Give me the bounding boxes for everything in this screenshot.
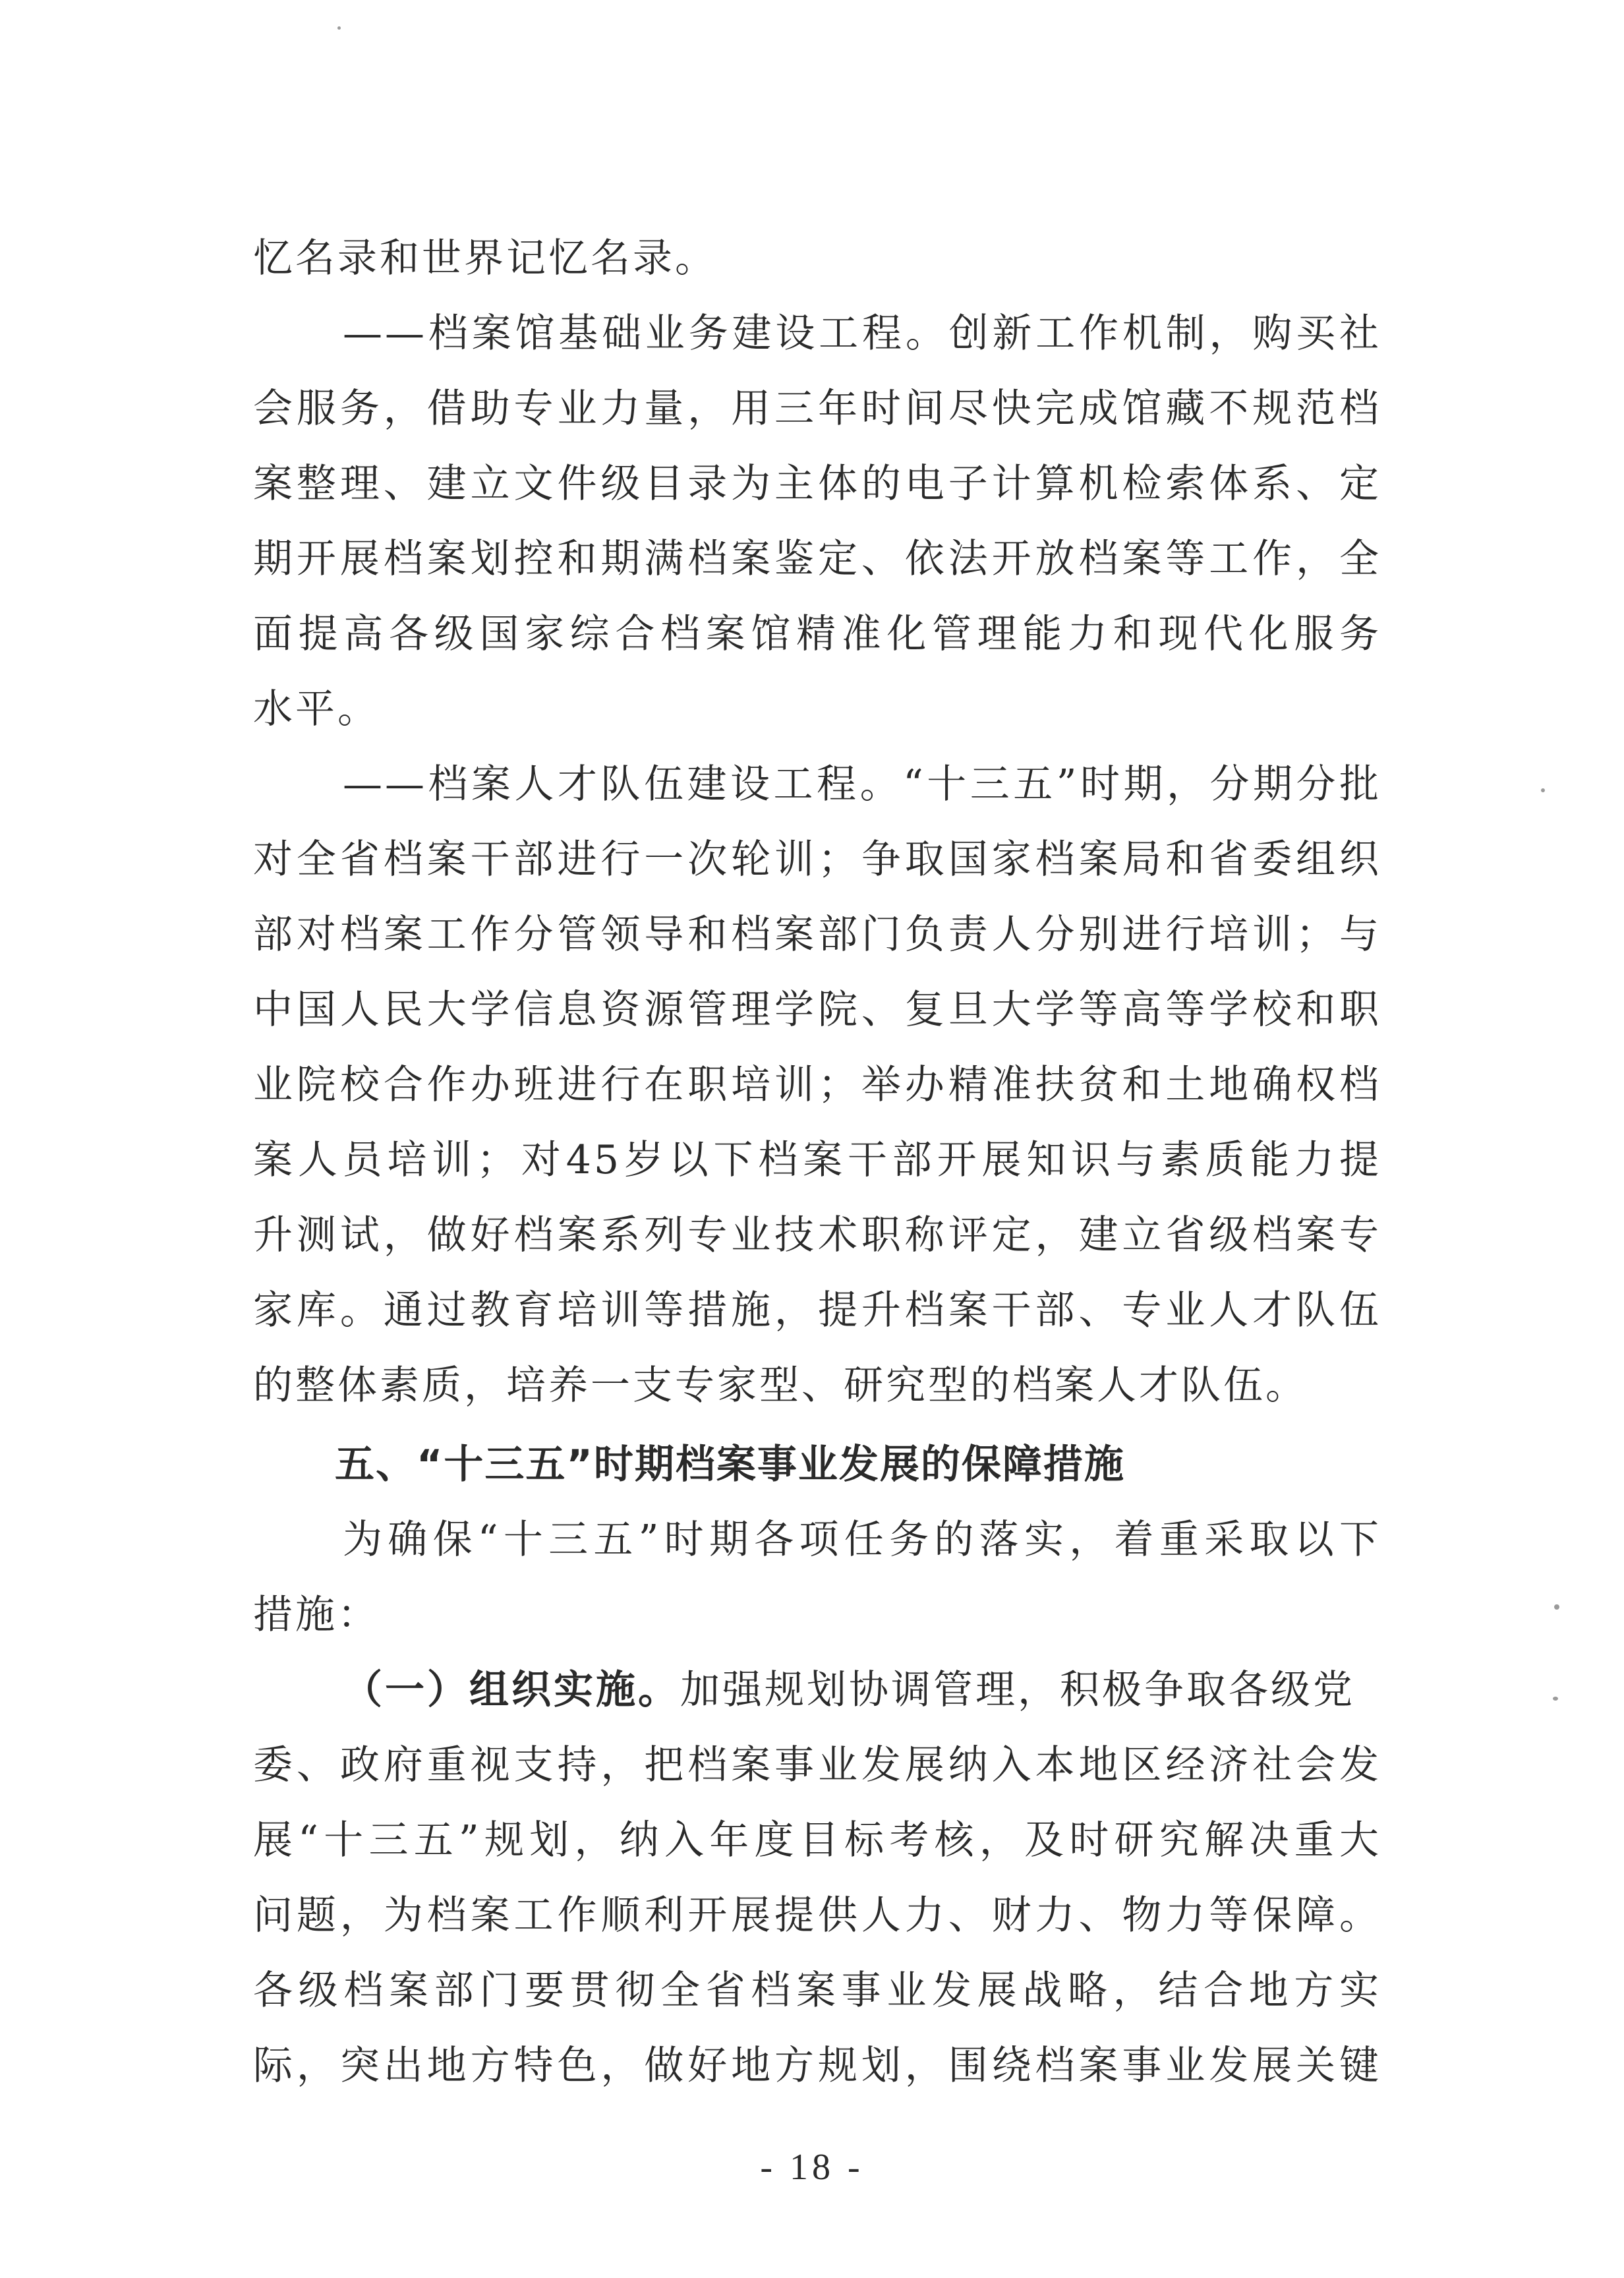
text-line: 委、政府重视支持，把档案事业发展纳入本地区经济社会发: [253, 1742, 1381, 1788]
text-line: 为确保“十三五”时期各项任务的落实，着重采取以下: [343, 1517, 1381, 1563]
text-line: 面提高各级国家综合档案馆精准化管理能力和现代化服务: [253, 611, 1381, 657]
scan-speck: [337, 26, 341, 30]
text-line: 中国人民大学信息资源管理学院、复旦大学等高等学校和职: [253, 987, 1381, 1033]
text-line: 对全省档案干部进行一次轮训；争取国家档案局和省委组织: [253, 836, 1381, 883]
scan-speck: [1553, 1697, 1558, 1701]
text-line: 际，突出地方特色，做好地方规划，围绕档案事业发展关键: [253, 2043, 1381, 2089]
text-line: 问题，为档案工作顺利开展提供人力、财力、物力等保障。: [253, 1892, 1381, 1939]
section-heading: 五、“十三五”时期档案事业发展的保障措施: [335, 1442, 1125, 1488]
text-line: 会服务，借助专业力量，用三年时间尽快完成馆藏不规范档: [253, 386, 1381, 432]
text-span: 加强规划协调管理，积极争取各级党: [680, 1667, 1355, 1713]
subsection-lead: （一）组织实施。: [343, 1667, 680, 1713]
text-line: 忆名录和世界记忆名录。: [253, 235, 717, 281]
scan-speck: [1554, 1604, 1559, 1610]
text-line: 期开展档案划控和期满档案鉴定、依法开放档案等工作，全: [253, 536, 1381, 582]
text-line: 案整理、建立文件级目录为主体的电子计算机检索体系、定: [253, 461, 1381, 507]
text-line: 部对档案工作分管领导和档案部门负责人分别进行培训；与: [253, 912, 1381, 958]
text-line: 措施：: [253, 1592, 380, 1638]
text-line: ——档案人才队伍建设工程。“十三五”时期，分期分批: [343, 761, 1381, 807]
text-line: 家库。通过教育培训等措施，提升档案干部、专业人才队伍: [253, 1287, 1381, 1333]
page-number: - 18 -: [760, 2147, 864, 2188]
text-line: 水平。: [253, 686, 380, 732]
text-line: 的整体素质，培养一支专家型、研究型的档案人才队伍。: [253, 1362, 1308, 1409]
text-line: 案人员培训；对45岁以下档案干部开展知识与素质能力提: [253, 1137, 1381, 1183]
text-line: 展“十三五”规划，纳入年度目标考核，及时研究解决重大: [253, 1817, 1381, 1863]
text-line: ——档案馆基础业务建设工程。创新工作机制，购买社: [343, 310, 1381, 357]
scan-speck: [1541, 788, 1545, 792]
text-line: [343, 1650, 1381, 1730]
text-line: 升测试，做好档案系列专业技术职称评定，建立省级档案专: [253, 1212, 1381, 1258]
text-line: 业院校合作办班进行在职培训；举办精准扶贫和土地确权档: [253, 1062, 1381, 1108]
text-line: 各级档案部门要贯彻全省档案事业发展战略，结合地方实: [253, 1968, 1381, 2014]
